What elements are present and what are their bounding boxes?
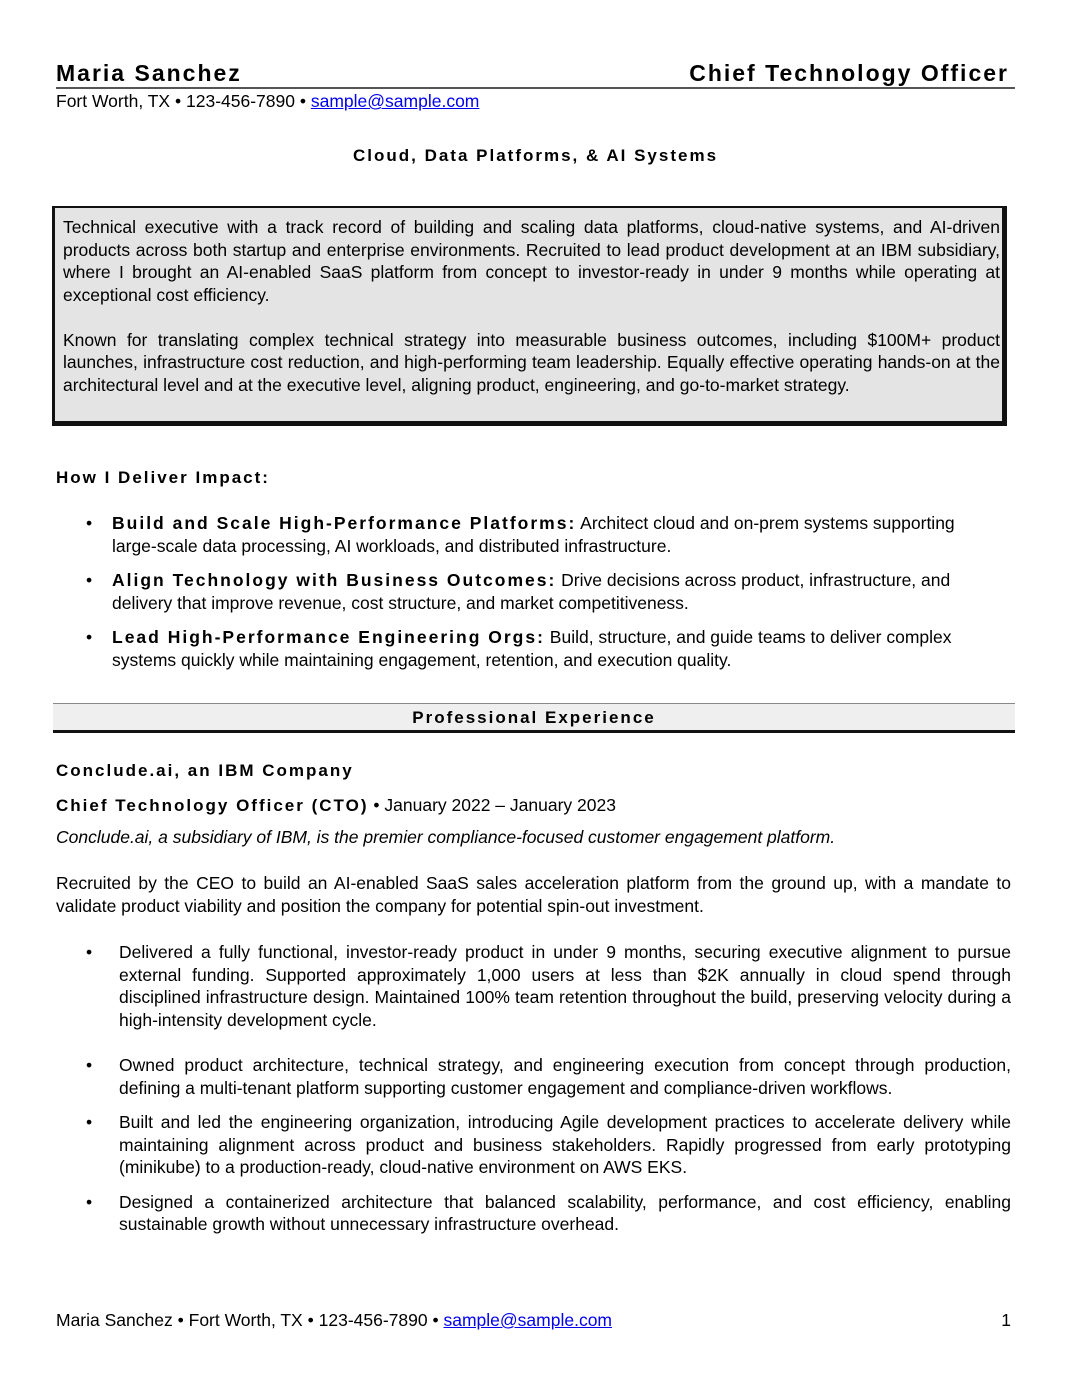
bullet-separator-icon: •: [174, 91, 182, 111]
impact-item: [56, 626, 972, 671]
contact-email-link[interactable]: sample@sample.com: [310, 91, 480, 111]
impact-item-lead: Align Technology with Business Outcomes:: [112, 570, 557, 590]
bullet-separator-icon: •: [432, 1310, 439, 1330]
job-role-line: [56, 794, 616, 817]
job-role: Chief Technology Officer (CTO): [56, 796, 369, 815]
impact-item-text: Architect cloud and on-prem systems supporting large-scale data processing, AI workloads, and distributed infrastructure.: [112, 513, 955, 556]
contact-phone: 123-456-7890: [186, 91, 295, 111]
tagline: Cloud, Data Platforms, & AI Systems: [352, 146, 719, 165]
contact-line: [56, 90, 479, 112]
impact-item-text: Build, structure, and guide teams to deliver complex systems quickly while maintaining engagement, retention, and execution quality.: [112, 627, 952, 670]
bullet-icon: •: [86, 513, 93, 533]
job-company-description: Conclude.ai, a subsidiary of IBM, is the premier compliance-focused customer engagement platform.: [56, 827, 836, 847]
job-bullet-text: Owned product architecture, technical strategy, and engineering execution from concept through production, defining a multi-tenant platform supporting customer engagement and compliance-driven workflows.: [119, 1055, 1011, 1098]
job-intro: Recruited by the CEO to build an AI-enabled SaaS sales acceleration platform from the ground up, with a mandate to validate product viability and position the company for potential spin-out investment.: [56, 873, 1011, 916]
impact-item-lead: Lead High-Performance Engineering Orgs:: [112, 627, 545, 647]
candidate-title: Chief Technology Officer: [689, 60, 1009, 86]
candidate-name: Maria Sanchez: [56, 60, 242, 86]
bullet-icon: •: [86, 1112, 93, 1132]
bullet-icon: •: [86, 570, 93, 590]
impact-heading: How I Deliver Impact:: [56, 468, 270, 487]
contact-location: Fort Worth, TX: [56, 91, 171, 111]
footer-contact: [56, 1309, 612, 1331]
job-bullet: [56, 1054, 1011, 1099]
bullet-separator-icon: •: [299, 91, 306, 111]
bullet-separator-icon: •: [307, 1310, 314, 1330]
bullet-icon: •: [86, 942, 93, 962]
job-bullet: [56, 1111, 1011, 1179]
bullet-icon: •: [86, 1191, 93, 1212]
bullet-icon: •: [86, 1055, 93, 1075]
footer-location: Fort Worth, TX: [188, 1310, 303, 1330]
job-bullet-text: Delivered a fully functional, investor-ready product in under 9 months, securing executive alignment to pursue external funding. Supported approximately 1,000 users at less than $2K annually in cloud spend through disciplined infrastructure design. Maintained 100% team retention throughout the build, preserving velocity during a high-intensity development cycle.: [119, 942, 1011, 1030]
job-bullet: [56, 1191, 1011, 1236]
summary-paragraph: Technical executive with a track record of building and scaling data platforms, cloud-native systems, and AI-driven products across both startup and enterprise environments. Recruited to lead product development at an IBM subsidiary, where I brought an AI-enabled SaaS platform from concept to investor-ready in under 9 months while operating at exceptional cost efficiency.: [63, 217, 1000, 305]
job-dates: January 2022 – January 2023: [384, 795, 616, 815]
job-bullets: [56, 941, 1011, 1236]
summary-paragraph: Known for translating complex technical strategy into measurable business outcomes, including $100M+ product launches, infrastructure cost reduction, and high-performing team leadership. Equally effective operating hands-on at the architectural level and at the executive level, aligning product, engineering, and go-to-market strategy.: [63, 329, 1000, 395]
impact-list: [56, 512, 1015, 683]
summary-text: [63, 216, 1000, 419]
summary-box: [52, 206, 1007, 426]
job-bullet: [56, 941, 1011, 1031]
job-bullet-text: Designed a containerized architecture that balanced scalability, performance, and cost efficiency, enabling sustainable growth without unnecessary infrastructure overhead.: [119, 1191, 1011, 1234]
page-footer: [56, 1309, 1011, 1331]
bullet-icon: •: [86, 627, 93, 647]
experience-section-header: Professional Experience: [53, 703, 1015, 733]
footer-phone: 123-456-7890: [318, 1310, 428, 1330]
job-company: Conclude.ai, an IBM Company: [56, 761, 354, 780]
header-row: [56, 57, 1015, 89]
footer-email-link[interactable]: sample@sample.com: [443, 1310, 613, 1330]
impact-item: [56, 512, 972, 557]
bullet-separator-icon: •: [177, 1310, 184, 1330]
impact-item-text: Drive decisions across product, infrastructure, and delivery that improve revenue, cost structure, and market competitiveness.: [112, 570, 951, 613]
bullet-separator-icon: •: [373, 795, 380, 815]
page-number: 1: [1001, 1310, 1011, 1330]
footer-name: Maria Sanchez: [56, 1310, 173, 1330]
impact-item-lead: Build and Scale High-Performance Platforms:: [112, 513, 577, 533]
job-bullet-text: Built and led the engineering organization, introducing Agile development practices to accelerate delivery while maintaining alignment across product and business stakeholders. Rapidly progressed from early prototyping (minikube) to a production-ready, cloud-native environment on AWS EKS.: [119, 1112, 1011, 1177]
impact-item: [56, 569, 972, 614]
